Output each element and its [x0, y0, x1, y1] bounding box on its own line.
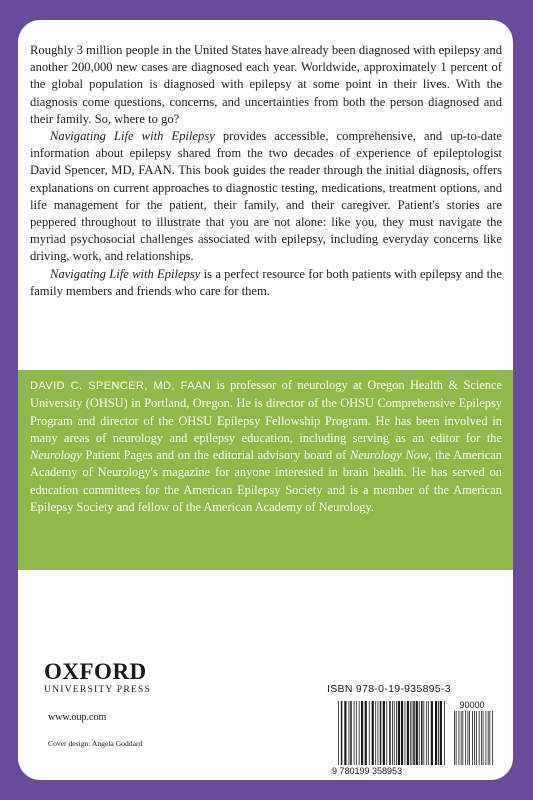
- barcode-bar: [372, 701, 374, 765]
- publication-title: Neurology: [30, 448, 82, 463]
- barcode-bar: [438, 701, 439, 765]
- barcode-bar: [344, 701, 346, 765]
- barcode-bar: [465, 711, 466, 765]
- barcode-bar: [361, 701, 363, 765]
- barcode-bar: [349, 701, 350, 765]
- barcode-bar: [392, 701, 393, 765]
- barcode-bar: [492, 711, 493, 765]
- cover-panel: [18, 20, 513, 780]
- author-bio-band: [18, 370, 513, 570]
- publisher-name: OXFORD: [44, 659, 147, 684]
- barcode-bar: [454, 711, 455, 765]
- barcode-bar: [407, 701, 409, 765]
- barcode-bar: [359, 701, 360, 765]
- summary-paragraph-3: Navigating Life with Epilepsy is a perfect resource for both patients with epilepsy and the family members and friends who care for them.: [30, 266, 502, 298]
- barcode-bar: [396, 701, 397, 765]
- book-summary: [30, 42, 502, 300]
- barcode-bar: [412, 701, 413, 765]
- barcode-bar: [365, 701, 367, 765]
- barcode-bar: [431, 701, 433, 765]
- barcode-bar: [488, 711, 489, 765]
- barcode-bar: [423, 701, 424, 765]
- barcode-bar: [356, 701, 357, 765]
- publisher-subname: UNIVERSITY PRESS: [44, 684, 152, 695]
- barcode-bars-addon: [454, 711, 493, 765]
- barcode-bar: [479, 711, 480, 765]
- barcode-bar: [410, 701, 411, 765]
- summary-paragraph-1: Roughly 3 million people in the United States have already been diagnosed with epilepsy and another 200,000 new cases are diagnosed each year. Worldwide, approximately 1 percent of the global population is diagnosed with epilepsy at some point in their lives. With the diagnosis come questions, concerns, and uncertainties from both the person diagnosed and their family. So, where to go?: [30, 43, 502, 126]
- barcode-bar: [426, 701, 427, 765]
- barcode-digits: 9 780199 358953: [332, 766, 403, 776]
- barcode-bar: [389, 701, 391, 765]
- book-title-italic: Navigating Life with Epilepsy: [50, 129, 215, 144]
- barcode-bar: [459, 711, 460, 765]
- publisher-logo: [44, 660, 151, 696]
- barcode-bar: [398, 701, 400, 765]
- isbn-barcode: [330, 699, 504, 777]
- barcode-bar: [383, 701, 385, 765]
- barcode-bar: [341, 701, 343, 765]
- barcode-bar: [444, 701, 445, 765]
- barcode-bar: [428, 701, 429, 765]
- price-code: 90000: [459, 700, 485, 710]
- barcode-bar: [419, 701, 420, 765]
- barcode-bar: [462, 711, 463, 765]
- barcode-bar: [435, 701, 437, 765]
- barcode-bar: [378, 701, 379, 765]
- barcode-bar: [401, 701, 403, 765]
- barcode-bar: [456, 711, 457, 765]
- barcode-bar: [489, 711, 490, 765]
- barcode-bar: [468, 711, 469, 765]
- barcode-bar: [369, 701, 370, 765]
- isbn-label: ISBN 978-0-19-935895-3: [327, 683, 451, 695]
- barcode-bars-main: [338, 701, 445, 765]
- barcode-bar: [474, 711, 475, 765]
- publication-title: Neurology Now: [349, 448, 429, 463]
- barcode-bar: [472, 711, 473, 765]
- barcode-bar: [481, 711, 482, 765]
- barcode-bar: [386, 701, 387, 765]
- barcode-bar: [350, 701, 352, 765]
- barcode-bar: [440, 701, 442, 765]
- book-title-italic: Navigating Life with Epilepsy: [50, 266, 201, 281]
- barcode-bar: [483, 711, 484, 765]
- barcode-bar: [469, 711, 470, 765]
- barcode-bar: [375, 701, 376, 765]
- barcode-bar: [380, 701, 382, 765]
- barcode-bar: [416, 701, 418, 765]
- barcode-bar: [405, 701, 406, 765]
- barcode-bar: [413, 701, 415, 765]
- barcode-graphic: [330, 699, 504, 777]
- author-bio: DAVID C. SPENCER, MD, FAAN is professor of neurology at Oregon Health & Science University (OHSU) in Portland, Oregon. He is director of the OHSU Comprehensive Epilepsy Program and director of the OHSU Epilepsy Fellowship Program. He has been involved in many areas of neurology and epilepsy education, including serving as an editor for the Neurology Patient Pages and on the editorial advisory board of Neurology Now, the American Academy of Neurology's magazine for anyone interested in brain health. He has served on education committees for the American Epilepsy Society and is a member of the American Epilepsy Society and fellow of the American Academy of Neurology.: [30, 378, 503, 515]
- barcode-bar: [394, 701, 395, 765]
- barcode-bar: [421, 701, 423, 765]
- barcode-bar: [338, 701, 339, 765]
- barcode-bar: [486, 711, 487, 765]
- author-name: DAVID C. SPENCER, MD, FAAN: [30, 380, 211, 392]
- barcode-bar: [461, 711, 462, 765]
- barcode-bar: [476, 711, 477, 765]
- publisher-website: www.oup.com: [48, 712, 107, 723]
- summary-paragraph-2: Navigating Life with Epilepsy provides accessible, comprehensive, and up-to-date information about epilepsy shared from the two decades of experience of epileptologist David Spencer, MD, FAAN. This book guides the reader through the initial diagnosis, offers explanations on current approaches to diagnostic testing, medications, treatment options, and life management for the patient, their family, and their caregiver. Patient's stories are peppered throughout to illustrate that you are not alone: like you, they must navigate the myriad psychosocial challenges associated with epilepsy, including everyday concerns like driving, work, and relationships.: [30, 129, 502, 264]
- barcode-bar: [354, 701, 355, 765]
- cover-design-credit: Cover design: Angela Goddard: [48, 739, 143, 748]
